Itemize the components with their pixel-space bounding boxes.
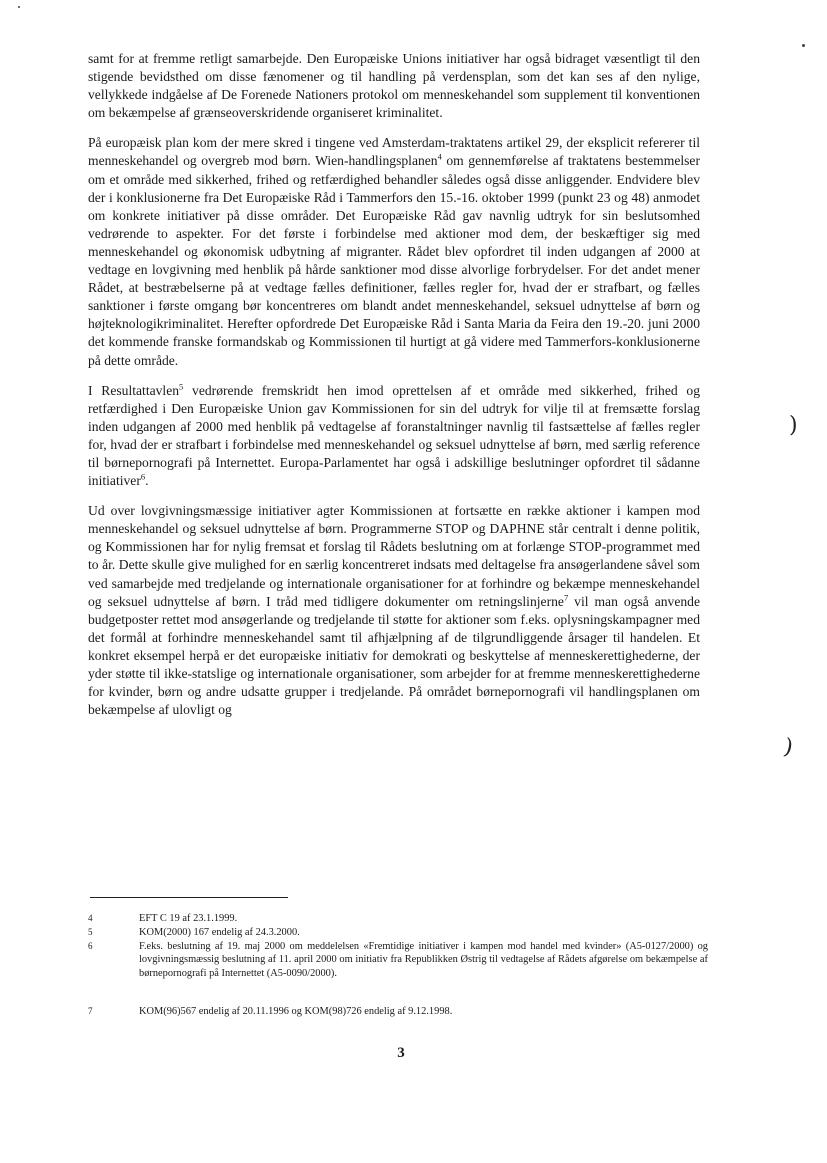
footnote-number: 4 bbox=[88, 913, 93, 923]
footnote-number: 6 bbox=[88, 941, 93, 951]
footnote-7 bbox=[88, 1005, 708, 1018]
footnote-ref-6[interactable]: 6 bbox=[140, 471, 146, 482]
paragraph-3 bbox=[88, 382, 700, 491]
paragraph-4 bbox=[88, 502, 700, 719]
margin-mark: ) bbox=[781, 734, 796, 761]
paragraph-4-text-a: Ud over lovgivningsmæssige initiativer agter Kommissionen at fortsætte en række aktioner i kampen mod menneskehandel og seksuel udnyttelse af børn. Programmerne STOP og DAPHNE står centralt i denne politik, og Kommissionen har for nylig fremsat et forslag til Rådets beslutning om at forlænge STOP-programmet med to år. Dette skulle give mulighed for en særlig koncentreret indsats med deltagelse fra ansøgerlandene såvel som ved samarbejde med tredjelande og internationale organisationer for at forhindre og bekæmpe menneskehandel og seksuel udnyttelse af børn. I tråd med tidligere dokumenter om retningslinjerne bbox=[88, 503, 700, 609]
footnote-text: EFT C 19 af 23.1.1999. bbox=[139, 913, 238, 924]
footnote-ref-5[interactable]: 5 bbox=[179, 381, 184, 392]
paragraph-2-text-a: På europæisk plan kom der mere skred i tingene ved Amsterdam-traktatens artikel 29, der eksplicit refererer til menneskehandel og overgreb mod børn. Wien-handlingsplanen bbox=[88, 135, 700, 169]
paragraph-3-text-a: I Resultattavlen bbox=[88, 382, 180, 398]
footnote-6 bbox=[88, 940, 708, 980]
body-text bbox=[88, 50, 700, 731]
footnote-text: KOM(96)567 endelig af 20.11.1996 og KOM(98)726 endelig af 9.12.1998. bbox=[139, 1006, 453, 1017]
paragraph-4-text-b: vil man også anvende budgetposter rettet mod ansøgerlande og tredjelande til støtte for aktioner som f.eks. oplysningskampagner med det formål at forhindre menneskehandel samt til afhjælpning af de tilgrundliggende årsager til handelen. Et konkret eksempel herpå er det europæiske initiativ for demokrati og beskyttelse af menneskerettighederne, der yder støtte til ikke-statslige og internationale organisationer, som arbejder for at fremme menneskerettighederne for kvinder, børn og andre udsatte grupper i tredjelande. På området børnepornografi vil handlingsplanen om bekæmpelse af ulovligt og bbox=[88, 593, 700, 718]
footnote-ref-4[interactable]: 4 bbox=[437, 151, 442, 162]
footnote-number: 7 bbox=[88, 1006, 93, 1016]
paragraph-2 bbox=[88, 134, 700, 369]
footnote-text: F.eks. beslutning af 19. maj 2000 om meddelelsen «Fremtidige initiativer i kampen mod handel med kvinder» (A5-0127/2000) og lovgivningsmæssig beslutning af 11. april 2000 om initiativ fra Republikken Østrig til vedtagelse af Rådets afgørelse om bekæmpelse af børnepornografi på Internettet (A5-0090/2000). bbox=[139, 941, 708, 979]
scan-speck bbox=[18, 6, 20, 8]
paragraph-1: samt for at fremme retligt samarbejde. Den Europæiske Unions initiativer har også bidraget væsentligt til den stigende bevidsthed om disse fænomener og til handling på verdensplan, som det kan ses af den nylige, vellykkede indgåelse af De Forenede Nationers protokol om menneskehandel som supplement til konventionen om bekæmpelse af grænseoverskridende organiseret kriminalitet. bbox=[88, 51, 700, 121]
paragraph-3-text-c: . bbox=[145, 473, 149, 489]
footnote-ref-7[interactable]: 7 bbox=[563, 592, 569, 603]
footnote-4 bbox=[88, 912, 708, 925]
footnote-separator bbox=[90, 897, 288, 898]
footnote-number: 5 bbox=[88, 927, 93, 937]
page-number: 3 bbox=[397, 1045, 405, 1061]
footnote-5 bbox=[88, 926, 708, 939]
scan-speck bbox=[802, 44, 805, 47]
footnote-text: KOM(2000) 167 endelig af 24.3.2000. bbox=[139, 927, 300, 938]
margin-mark: ) bbox=[789, 413, 798, 438]
paragraph-3-text-b: vedrørende fremskridt hen imod oprettelsen af et område med sikkerhed, frihed og retfærdighed i Den Europæiske Union gav Kommissionen for sin del udtryk for vilje til at fremsætte forslag inden udgangen af 2000 med henblik på vedtagelse af foranstaltninger navnlig til fastsættelse af fælles regler for, hvad der er strafbart i forbindelse med menneskehandel og seksuel udnyttelse af børn, med særlig reference til børnepornografi på Internettet. Europa-Parlamentet har også i adskillige beslutninger opfordret til sådanne initiativer bbox=[88, 382, 700, 489]
paragraph-2-text-b: om gennemførelse af traktatens bestemmelser om et område med sikkerhed, frihed og retfærdighed behandler således også disse anliggender. Endvidere blev der i konklusionerne fra Det Europæiske Råd i Tammerfors den 15.-16. oktober 1999 (punkt 23 og 48) anmodet om konkrete initiativer på disse områder. Det Europæiske Råd gav navnlig udtryk for sin beslutsomhed vedrørende to aspekter. For det første i forbindelse med aktioner mod dem, der beskæftiger sig med menneskehandel og økonomisk udbytning af migranter. Rådet blev opfordret til inden udgangen af 2000 at vedtage en lovgivning med henblik på hårde sanktioner mod disse alvorlige forbrydelser. For det andet mener Rådet, at bestræbelserne på at vedtage fælles definitioner, fælles regler for, hvad der er strafbart, og fælles sanktioner i første omgang bør koncentreres om blandt andet menneskehandel, seksuel udnyttelse af børn og højteknologikriminalitet. Herefter opfordrede Det Europæiske Råd i Santa Maria da Feira den 19.-20. juni 2000 det kommende franske formandskab og Kommissionen til hurtigt at gå videre med Tammerfors-konklusionerne på dette område. bbox=[88, 153, 700, 368]
